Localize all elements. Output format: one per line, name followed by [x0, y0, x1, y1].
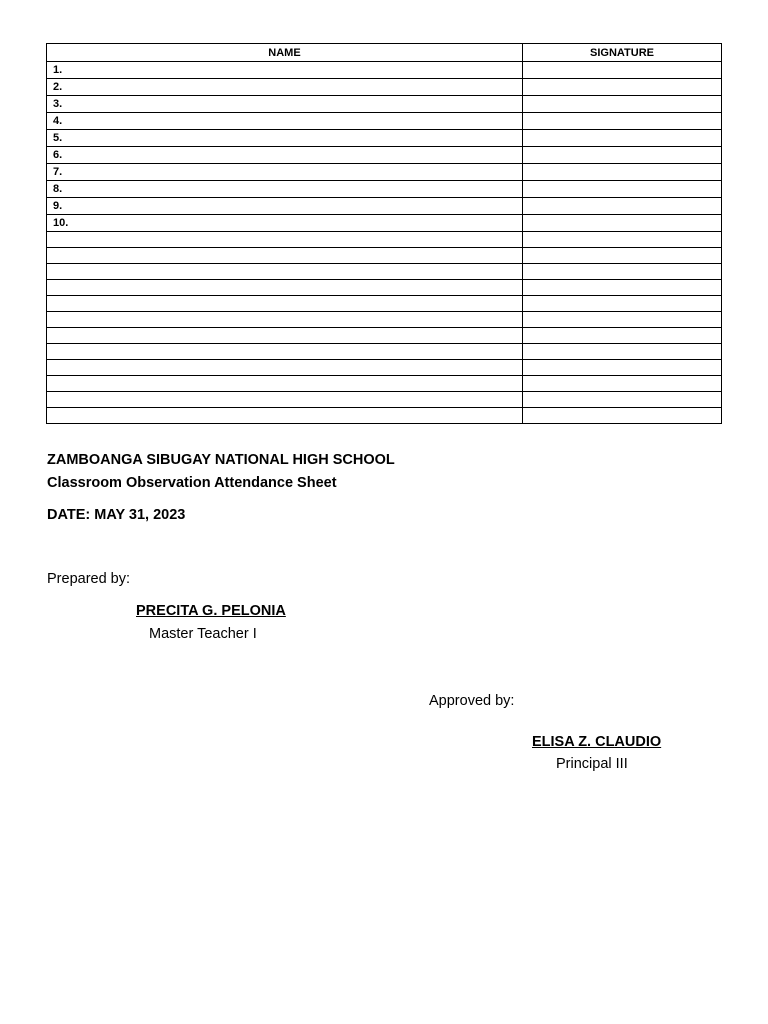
- name-cell[interactable]: [47, 376, 523, 392]
- name-cell[interactable]: [47, 264, 523, 280]
- table-row: [47, 232, 722, 248]
- name-cell[interactable]: [47, 248, 523, 264]
- signature-cell[interactable]: [523, 376, 722, 392]
- signature-cell[interactable]: [523, 392, 722, 408]
- signature-cell[interactable]: [523, 232, 722, 248]
- table-row: [47, 296, 722, 312]
- attendance-table-body: [47, 62, 722, 424]
- signature-cell[interactable]: [523, 130, 722, 147]
- signature-cell[interactable]: [523, 215, 722, 232]
- table-row: [47, 376, 722, 392]
- name-cell[interactable]: 10.: [47, 215, 523, 232]
- approver-position: Principal III: [556, 756, 628, 772]
- table-row: [47, 181, 722, 198]
- table-row: [47, 328, 722, 344]
- name-cell[interactable]: [47, 408, 523, 424]
- signature-cell[interactable]: [523, 312, 722, 328]
- observation-date: DATE: MAY 31, 2023: [47, 507, 186, 523]
- name-cell[interactable]: 4.: [47, 113, 523, 130]
- signature-cell[interactable]: [523, 344, 722, 360]
- name-cell[interactable]: 1.: [47, 62, 523, 79]
- signature-cell[interactable]: [523, 248, 722, 264]
- signature-cell[interactable]: [523, 113, 722, 130]
- signature-cell[interactable]: [523, 164, 722, 181]
- name-column-header: NAME: [47, 44, 523, 62]
- signature-cell[interactable]: [523, 79, 722, 96]
- table-row: [47, 147, 722, 164]
- name-cell[interactable]: 7.: [47, 164, 523, 181]
- table-row: [47, 62, 722, 79]
- table-row: [47, 130, 722, 147]
- table-row: [47, 264, 722, 280]
- name-cell[interactable]: 9.: [47, 198, 523, 215]
- signature-cell[interactable]: [523, 181, 722, 198]
- signature-column-header: SIGNATURE: [523, 44, 722, 62]
- sheet-title: Classroom Observation Attendance Sheet: [47, 475, 337, 491]
- signature-cell[interactable]: [523, 280, 722, 296]
- approved-by-label: Approved by:: [429, 693, 515, 709]
- signature-cell[interactable]: [523, 328, 722, 344]
- signature-cell[interactable]: [523, 198, 722, 215]
- name-cell[interactable]: [47, 360, 523, 376]
- school-name: ZAMBOANGA SIBUGAY NATIONAL HIGH SCHOOL: [47, 452, 395, 468]
- attendance-table: [46, 43, 722, 424]
- signature-cell[interactable]: [523, 147, 722, 164]
- table-row: [47, 344, 722, 360]
- name-cell[interactable]: 3.: [47, 96, 523, 113]
- name-cell[interactable]: [47, 392, 523, 408]
- name-cell[interactable]: [47, 344, 523, 360]
- name-cell[interactable]: 2.: [47, 79, 523, 96]
- signature-cell[interactable]: [523, 62, 722, 79]
- table-row: [47, 392, 722, 408]
- table-row: [47, 198, 722, 215]
- name-cell[interactable]: 6.: [47, 147, 523, 164]
- name-cell[interactable]: [47, 312, 523, 328]
- table-row: [47, 79, 722, 96]
- preparer-position: Master Teacher I: [149, 626, 257, 642]
- table-row: [47, 164, 722, 181]
- name-cell[interactable]: [47, 232, 523, 248]
- name-cell[interactable]: [47, 328, 523, 344]
- name-cell[interactable]: [47, 280, 523, 296]
- preparer-name: PRECITA G. PELONIA: [136, 603, 286, 619]
- name-cell[interactable]: 5.: [47, 130, 523, 147]
- table-row: [47, 215, 722, 232]
- table-row: [47, 360, 722, 376]
- table-row: [47, 408, 722, 424]
- signature-cell[interactable]: [523, 96, 722, 113]
- signature-cell[interactable]: [523, 264, 722, 280]
- table-row: [47, 312, 722, 328]
- table-row: [47, 113, 722, 130]
- name-cell[interactable]: 8.: [47, 181, 523, 198]
- table-row: [47, 280, 722, 296]
- name-cell[interactable]: [47, 296, 523, 312]
- prepared-by-label: Prepared by:: [47, 571, 131, 587]
- signature-cell[interactable]: [523, 296, 722, 312]
- approver-name: ELISA Z. CLAUDIO: [532, 734, 662, 750]
- table-row: [47, 96, 722, 113]
- table-header-row: [47, 44, 722, 62]
- table-row: [47, 248, 722, 264]
- signature-cell[interactable]: [523, 408, 722, 424]
- signature-cell[interactable]: [523, 360, 722, 376]
